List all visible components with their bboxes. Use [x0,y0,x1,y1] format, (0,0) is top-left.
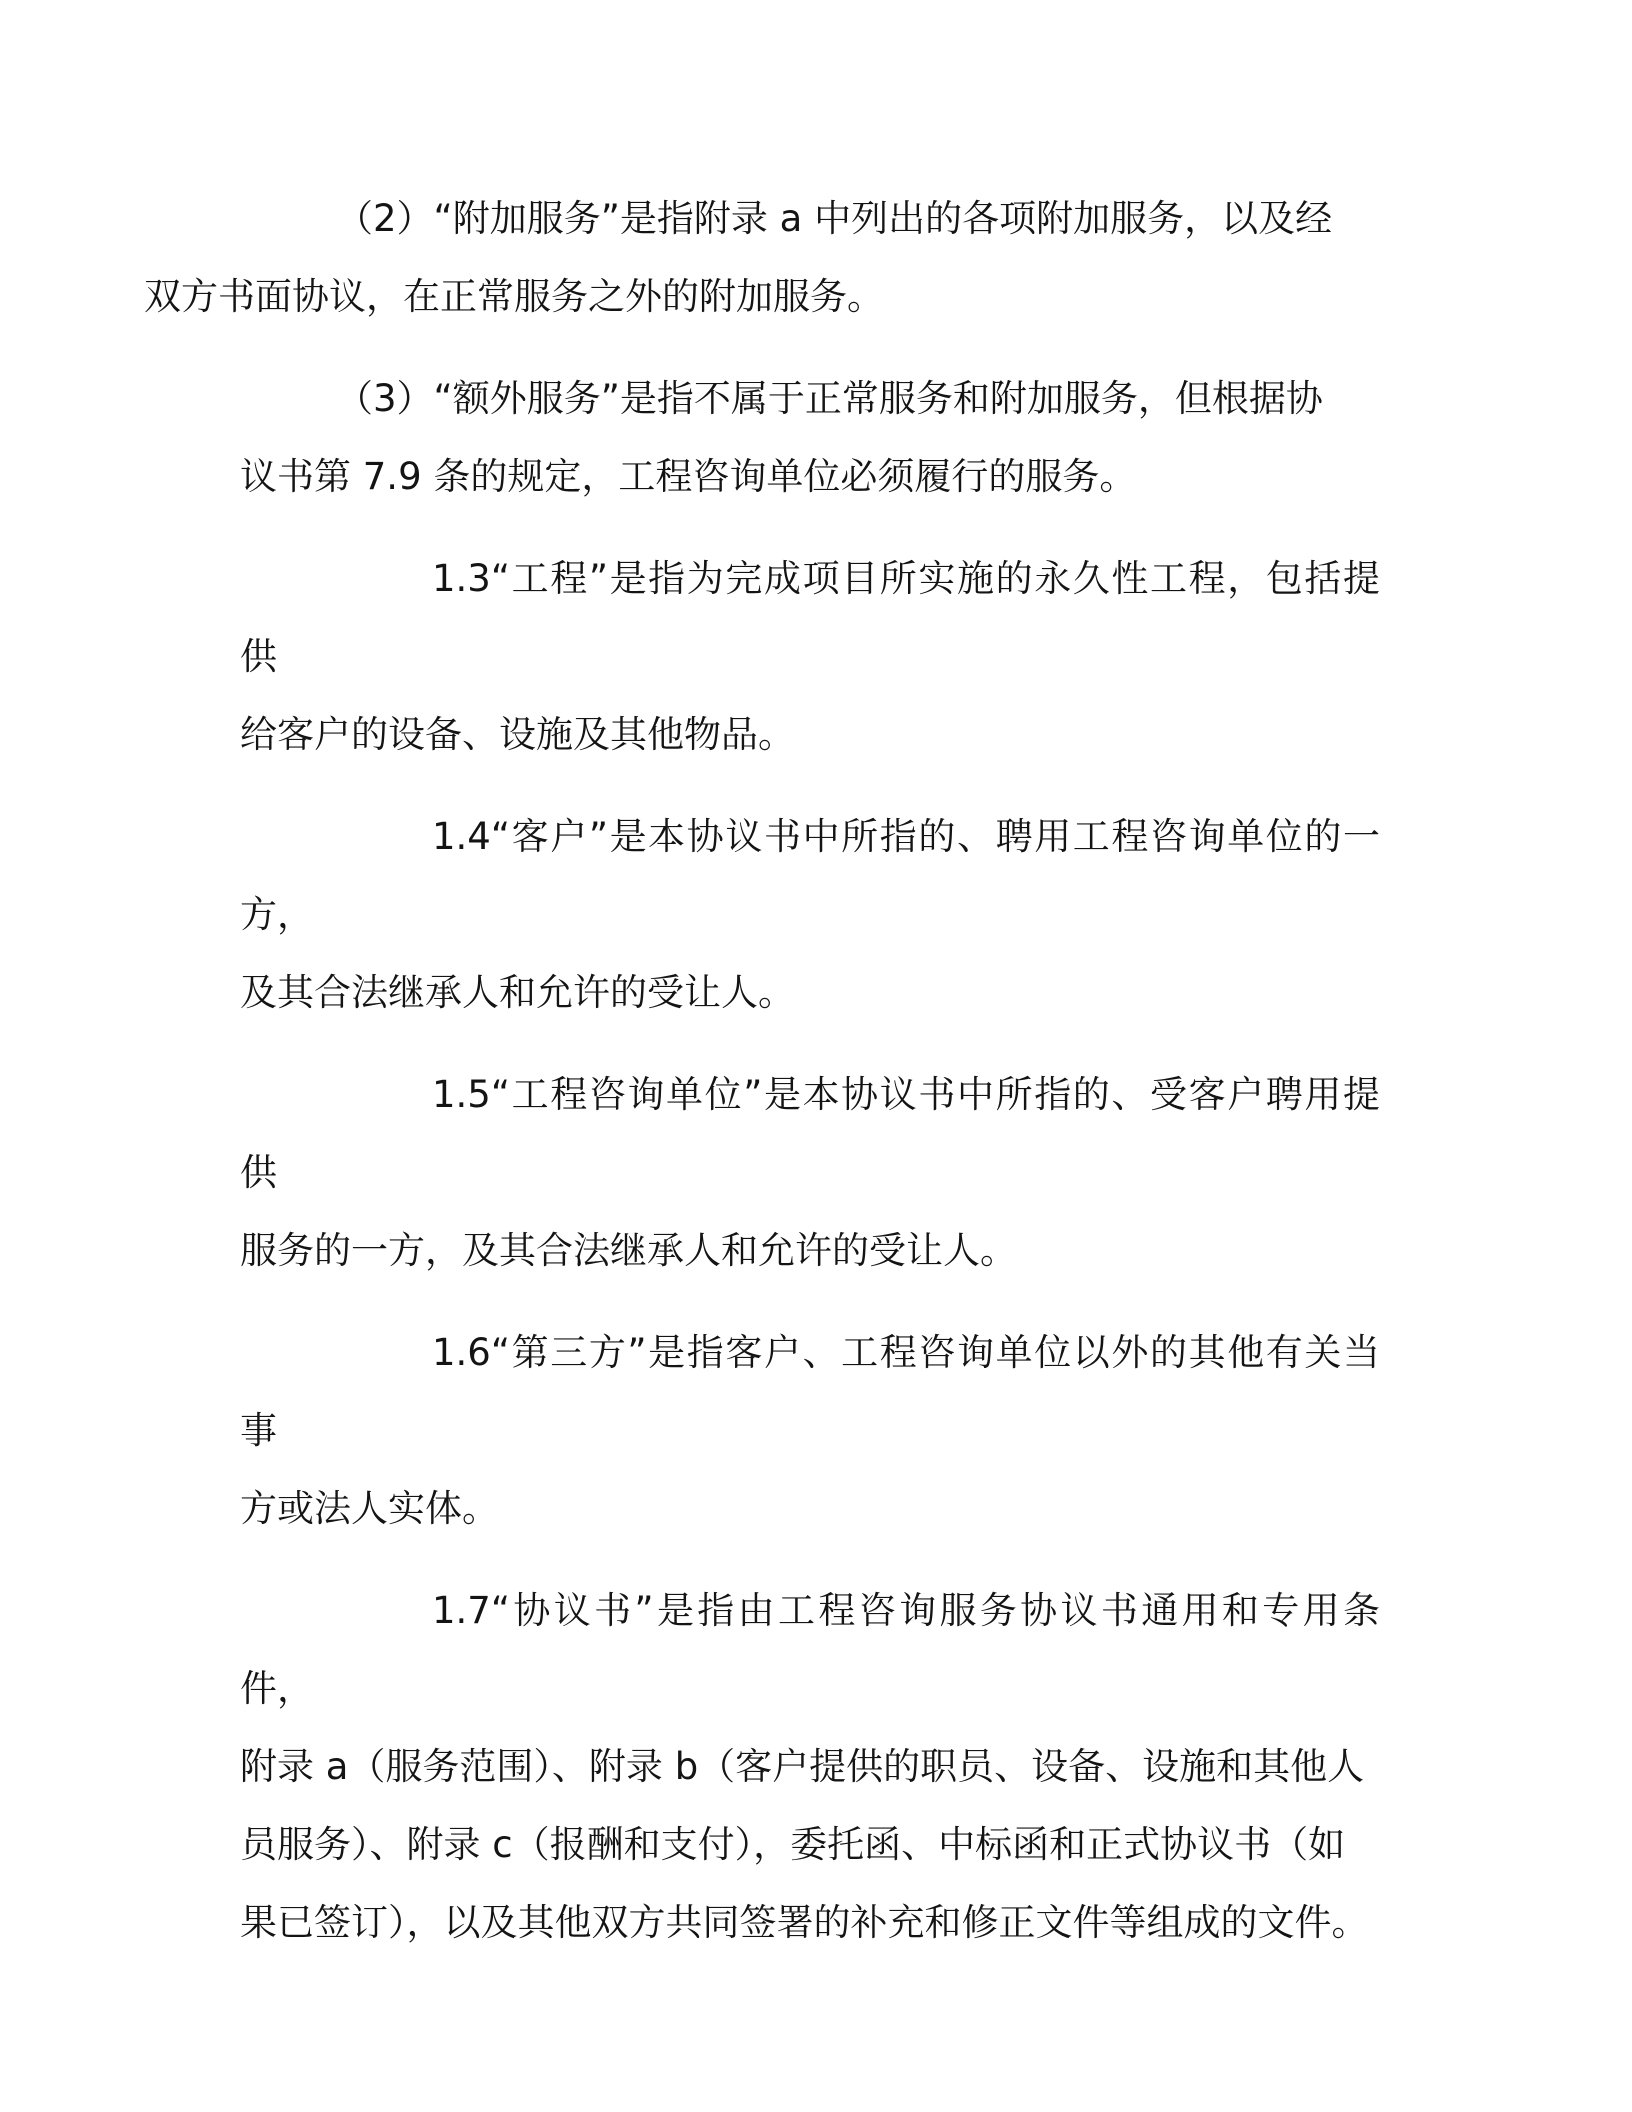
paragraph-line: 员服务）、附录 c（报酬和支付），委托函、中标函和正式协议书（如 [240,1823,1346,1866]
paragraph-line: 方或法人实体。 [240,1487,499,1530]
paragraph-client [240,798,1380,1032]
clause-number: 1.6 [432,1331,491,1374]
paragraph-line [240,798,1380,954]
paragraph-line: 服务的一方，及其合法继承人和允许的受让人。 [240,1229,1017,1272]
paragraph-line: 及其合法继承人和允许的受让人。 [240,971,795,1014]
paragraph-line: 双方书面协议，在正常服务之外的附加服务。 [144,275,884,318]
paragraph-works [240,540,1380,774]
paragraph-agreement [240,1572,1380,1962]
clause-number: 1.5 [432,1073,491,1116]
paragraph-line [240,1314,1380,1470]
clause-text: “第三方”是指客户、工程咨询单位以外的其他有关当事 [240,1331,1380,1452]
paragraph-line: 议书第 7.9 条的规定，工程咨询单位必须履行的服务。 [240,455,1137,498]
paragraph-line: 果已签订），以及其他双方共同签署的补充和修正文件等组成的文件。 [240,1901,1369,1944]
document-body [144,180,1380,1986]
clause-text: “工程”是指为完成项目所实施的永久性工程，包括提供 [240,557,1380,678]
paragraph-line [240,1572,1380,1728]
paragraph-line [240,1056,1380,1212]
clause-number: 1.4 [432,815,491,858]
clause-text: “协议书”是指由工程咨询服务协议书通用和专用条件， [240,1589,1380,1710]
paragraph-line: 附录 a（服务范围）、附录 b（客户提供的职员、设备、设施和其他人 [240,1745,1365,1788]
clause-text: “客户”是本协议书中所指的、聘用工程咨询单位的一方， [240,815,1380,936]
clause-number: 1.3 [432,557,491,600]
paragraph-additional-services [144,180,1380,336]
paragraph-consultant [240,1056,1380,1290]
paragraph-line: （3）“额外服务”是指不属于正常服务和附加服务，但根据协 [336,377,1323,420]
paragraph-extra-services [240,360,1380,516]
paragraph-line: 给客户的设备、设施及其他物品。 [240,713,795,756]
paragraph-third-party [240,1314,1380,1548]
paragraph-line: （2）“附加服务”是指附录 a 中列出的各项附加服务，以及经 [336,197,1333,240]
clause-text: “工程咨询单位”是本协议书中所指的、受客户聘用提供 [240,1073,1380,1194]
clause-number: 1.7 [432,1589,491,1632]
paragraph-line [240,540,1380,696]
